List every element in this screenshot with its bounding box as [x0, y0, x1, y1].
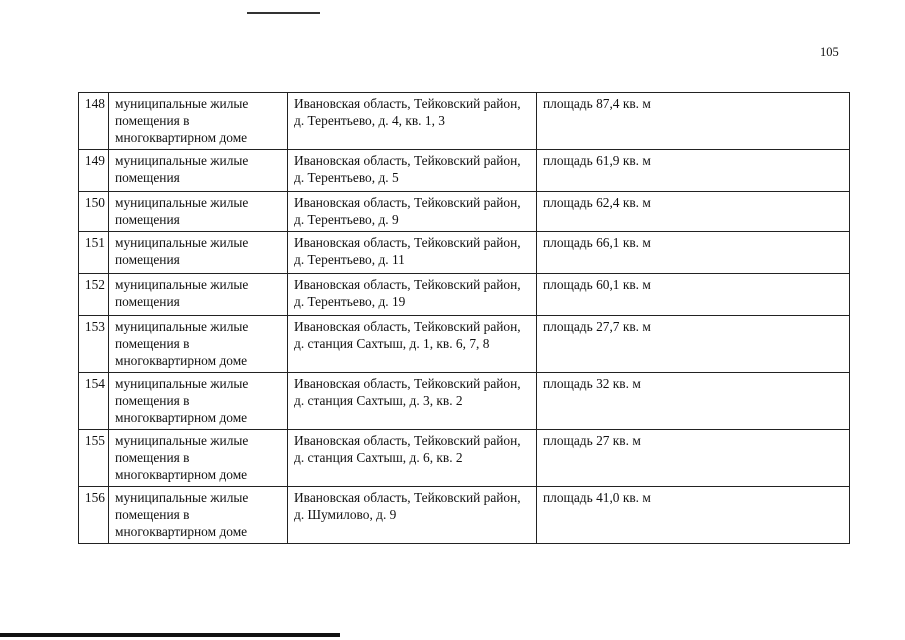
- property-address: Ивановская область, Тейковский район, д. станция Сахтыш, д. 1, кв. 6, 7, 8: [288, 316, 537, 373]
- table-row: [79, 316, 850, 373]
- row-number: 148: [79, 93, 109, 150]
- property-area: площадь 27 кв. м: [537, 430, 850, 487]
- property-name: муниципальные жилые помещения: [109, 274, 288, 316]
- row-number: 156: [79, 487, 109, 544]
- row-number: 150: [79, 192, 109, 232]
- property-area: площадь 27,7 кв. м: [537, 316, 850, 373]
- row-number: 149: [79, 150, 109, 192]
- property-name: муниципальные жилые помещения в многоквартирном доме: [109, 430, 288, 487]
- property-area: площадь 61,9 кв. м: [537, 150, 850, 192]
- row-number: 154: [79, 373, 109, 430]
- property-name: муниципальные жилые помещения в многоквартирном доме: [109, 373, 288, 430]
- table-row: [79, 93, 850, 150]
- property-address: Ивановская область, Тейковский район, д. Терентьево, д. 11: [288, 232, 537, 274]
- property-name: муниципальные жилые помещения в многоквартирном доме: [109, 487, 288, 544]
- table-row: [79, 487, 850, 544]
- property-address: Ивановская область, Тейковский район, д. Терентьево, д. 19: [288, 274, 537, 316]
- property-name: муниципальные жилые помещения: [109, 192, 288, 232]
- row-number: 155: [79, 430, 109, 487]
- property-area: площадь 32 кв. м: [537, 373, 850, 430]
- row-number: 151: [79, 232, 109, 274]
- property-address: Ивановская область, Тейковский район, д. станция Сахтыш, д. 6, кв. 2: [288, 430, 537, 487]
- row-number: 153: [79, 316, 109, 373]
- property-area: площадь 87,4 кв. м: [537, 93, 850, 150]
- row-number: 152: [79, 274, 109, 316]
- header-rule: [247, 12, 320, 14]
- property-name: муниципальные жилые помещения в многоквартирном доме: [109, 93, 288, 150]
- property-address: Ивановская область, Тейковский район, д. Терентьево, д. 9: [288, 192, 537, 232]
- table-row: [79, 373, 850, 430]
- property-name: муниципальные жилые помещения: [109, 232, 288, 274]
- table-row: [79, 192, 850, 232]
- property-area: площадь 60,1 кв. м: [537, 274, 850, 316]
- property-address: Ивановская область, Тейковский район, д. Терентьево, д. 4, кв. 1, 3: [288, 93, 537, 150]
- property-table: [78, 92, 850, 544]
- table-row: [79, 232, 850, 274]
- table-row: [79, 430, 850, 487]
- property-address: Ивановская область, Тейковский район, д. станция Сахтыш, д. 3, кв. 2: [288, 373, 537, 430]
- property-name: муниципальные жилые помещения в многоквартирном доме: [109, 316, 288, 373]
- property-address: Ивановская область, Тейковский район, д. Шумилово, д. 9: [288, 487, 537, 544]
- table-row: [79, 274, 850, 316]
- footer-rule: [0, 633, 340, 637]
- property-address: Ивановская область, Тейковский район, д. Терентьево, д. 5: [288, 150, 537, 192]
- page-number: 105: [820, 45, 839, 59]
- property-area: площадь 41,0 кв. м: [537, 487, 850, 544]
- property-name: муниципальные жилые помещения: [109, 150, 288, 192]
- property-area: площадь 66,1 кв. м: [537, 232, 850, 274]
- property-area: площадь 62,4 кв. м: [537, 192, 850, 232]
- table-row: [79, 150, 850, 192]
